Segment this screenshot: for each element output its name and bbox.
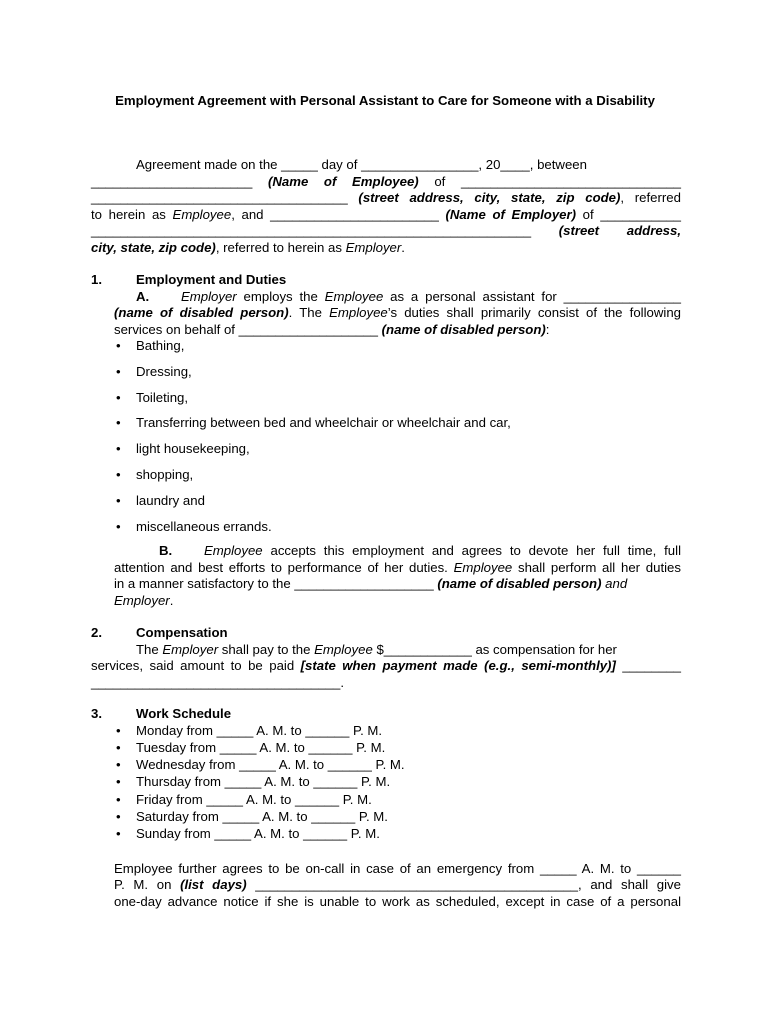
clause-text: ________: [615, 658, 682, 673]
clause-text: as a personal assistant for ________________: [383, 288, 681, 304]
section-compensation: [91, 625, 681, 691]
term-employer: Employer: [181, 288, 237, 304]
list-item: • miscellaneous errands.: [91, 519, 681, 545]
intro-text: , referred to herein as: [215, 239, 346, 255]
list-item: • Dressing,: [91, 364, 681, 390]
clause-label: B.: [159, 543, 173, 559]
clause-b-line-4: [114, 593, 681, 610]
list-item: • Monday from _____ A. M. to ______ P. M.: [91, 723, 681, 740]
intro-text: Agreement made on the _____ day of ________________, 20____, between: [136, 157, 587, 172]
clause-label: A.: [136, 288, 150, 304]
duties-list: [91, 338, 681, 544]
on-call-line-1: Employee further agrees to be on-call in case of an emergency from _____ A. M. to ______: [114, 860, 681, 876]
clause-text: P. M. on: [114, 877, 181, 893]
term-employee: Employee: [314, 641, 373, 657]
term-employee: Employee: [453, 559, 513, 575]
section-number: 3.: [91, 706, 102, 721]
intro-line-6: [91, 240, 681, 257]
term-employee: Employee: [329, 305, 388, 320]
clause-text: . The: [288, 305, 330, 320]
section-heading: [91, 706, 681, 723]
list-item: • laundry and: [91, 493, 681, 519]
blank-employee-name: ______________________: [91, 173, 268, 189]
clause-text: $____________ as compensation for her: [372, 641, 617, 657]
intro-text: , referred: [620, 190, 681, 205]
clause-text: and: [601, 576, 628, 592]
list-item: • Bathing,: [91, 338, 681, 364]
label-name-of-employer: (Name of Employer): [445, 206, 577, 222]
label-name-of-disabled-person: (name of disabled person): [381, 321, 546, 337]
clause-text: shall perform all her duties: [512, 559, 681, 575]
clause-text: shall pay to the: [218, 641, 315, 657]
list-item: • Friday from _____ A. M. to ______ P. M.: [91, 792, 681, 809]
list-item: • Saturday from _____ A. M. to ______ P. M.: [91, 809, 681, 826]
section-heading: [91, 272, 681, 289]
label-name-of-disabled-person: (name of disabled person): [114, 305, 289, 320]
document-title: Employment Agreement with Personal Assistant to Care for Someone with a Disability: [115, 93, 655, 108]
section-number: 1.: [91, 272, 102, 287]
term-employer: Employer: [162, 641, 219, 657]
intro-text: of ______________________________: [418, 173, 681, 189]
blank-employee-address: ___________________________________: [91, 190, 359, 205]
clause-text: :: [545, 321, 550, 337]
label-city-state-zip: city, state, zip code): [91, 239, 216, 255]
label-name-of-employee: (Name of Employee): [267, 173, 419, 189]
section-title: Employment and Duties: [136, 272, 287, 287]
clause-text: ’s duties shall primarily consist of the following: [387, 305, 681, 320]
clause-text: accepts this employment and agrees to devote her full time, full: [262, 543, 681, 559]
list-item: • shopping,: [91, 467, 681, 493]
compensation-line-3: __________________________________.: [91, 674, 345, 690]
section-number: 2.: [91, 625, 102, 640]
intro-text: to herein as: [91, 206, 173, 222]
section-title: Work Schedule: [136, 706, 232, 721]
list-item: • Transferring between bed and wheelchair or wheelchair and car,: [91, 415, 681, 441]
intro-line-4: [91, 207, 681, 224]
intro-text: of ___________: [576, 206, 681, 222]
clause-text: employs the: [236, 288, 325, 304]
clause-b-line-1: [114, 543, 681, 560]
term-employer: Employer: [114, 592, 170, 608]
term-employer: Employer: [345, 239, 402, 255]
label-street-address: (street address,: [558, 223, 681, 238]
clause-b-line-3: [114, 576, 681, 593]
clause-b-line-2: [114, 560, 681, 577]
section-title: Compensation: [136, 625, 228, 640]
label-payment-schedule: [state when payment made (e.g., semi-monthly)]: [300, 658, 616, 673]
clause-a-line-2: [114, 305, 681, 322]
blank-employer-name: , and _______________________: [231, 206, 446, 222]
section-heading: [91, 625, 681, 642]
intro-text: .: [401, 239, 405, 255]
intro-line-5: [91, 223, 681, 240]
schedule-list: [91, 723, 681, 844]
clause-text: services, said amount to be paid: [91, 658, 301, 673]
list-item: • Thursday from _____ A. M. to ______ P. M.: [91, 774, 681, 791]
clause-text: services on behalf of ___________________: [114, 321, 382, 337]
on-call-line-2: [114, 877, 681, 894]
clause-text: .: [169, 592, 174, 608]
blank-employer-address: ____________________________________________________________: [91, 223, 559, 238]
compensation-line-2: [91, 658, 681, 675]
intro-line-3: [91, 190, 681, 207]
list-item: • Tuesday from _____ A. M. to ______ P. M.: [91, 740, 681, 757]
section-work-schedule: [91, 706, 681, 910]
section-employment-duties: [91, 272, 681, 609]
intro-paragraph: [91, 157, 681, 256]
list-item: • Toileting,: [91, 390, 681, 416]
clause-text: The: [136, 641, 163, 657]
label-name-of-disabled-person: (name of disabled person): [437, 576, 602, 592]
term-employee: Employee: [172, 206, 232, 222]
list-item: • Wednesday from _____ A. M. to ______ P. M.: [91, 757, 681, 774]
intro-line-1: [91, 157, 681, 174]
clause-text: attention and best efforts to performance of her duties.: [114, 559, 454, 575]
clause-a-line-1: [91, 289, 681, 306]
compensation-line-1: [91, 642, 681, 659]
label-street-address: (street address, city, state, zip code): [358, 190, 621, 205]
intro-line-2: [91, 174, 681, 191]
clause-text: in a manner satisfactory to the ___________________: [114, 576, 438, 592]
list-item: • light housekeeping,: [91, 441, 681, 467]
term-employee: Employee: [204, 543, 263, 559]
on-call-line-3: one-day advance notice if she is unable to work as scheduled, except in case of a personal: [114, 893, 681, 909]
list-item: • Sunday from _____ A. M. to ______ P. M.: [91, 826, 681, 843]
clause-a-line-3: [114, 322, 681, 339]
clause-text: ____________________________________________, and shall give: [246, 877, 681, 893]
label-list-days: (list days): [180, 877, 247, 893]
term-employee: Employee: [324, 288, 384, 304]
